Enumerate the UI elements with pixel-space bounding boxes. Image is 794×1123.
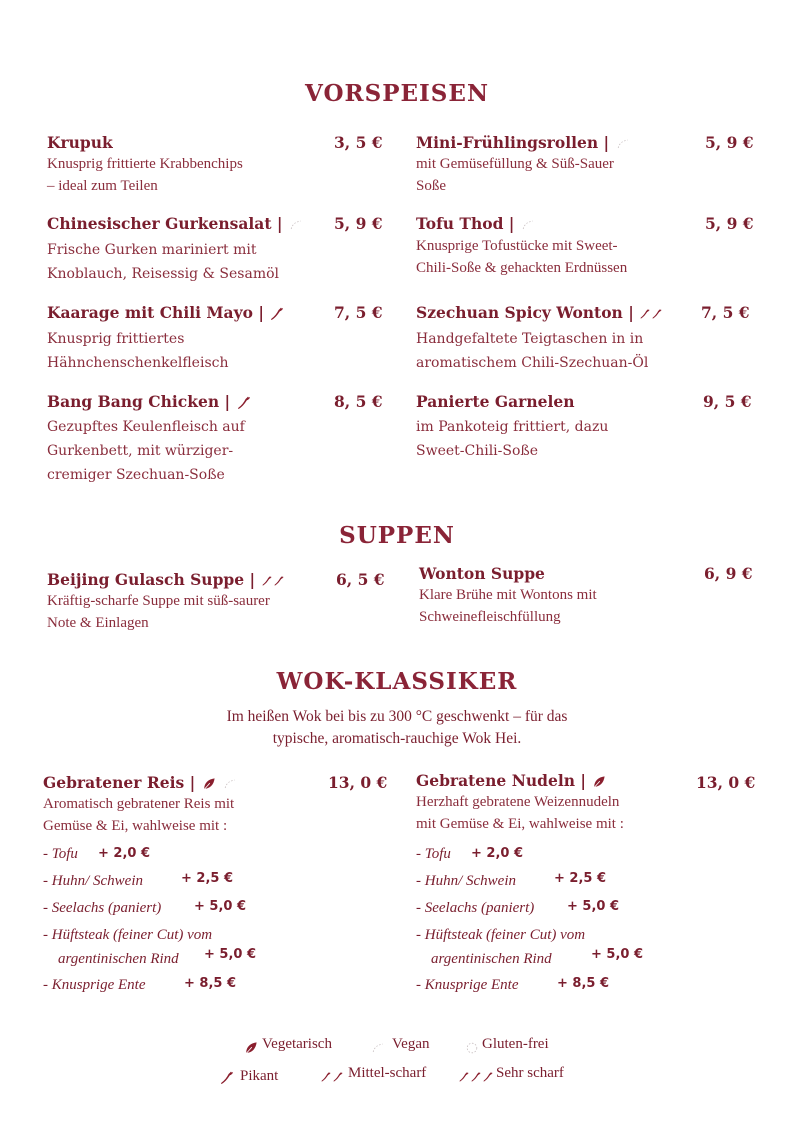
option-price: + 5,0 € [204,947,257,962]
option-price: + 2,5 € [554,871,607,886]
legend-hot-label: Sehr scharf [496,1065,564,1081]
chili-icon [261,573,273,589]
item-desc-bang-bang-1: Gezupftes Keulenfleisch auf [47,419,245,435]
item-desc-reis-1: Aromatisch gebratener Reis mit [43,796,235,812]
item-name-gebratene-nudeln [416,771,607,790]
chili-icon [236,395,252,411]
chili-icon [482,1069,494,1085]
item-name-text: Gebratener Reis | [43,773,196,792]
option-price: + 2,0 € [471,846,524,861]
item-name-panierte-garnelen: Panierte Garnelen [416,392,575,411]
item-desc-wonton-suppe-2: Schweinefleischfüllung [419,609,561,625]
item-name-tofu-thod [416,214,536,233]
option-name-cont: argentinischen Rind [431,951,552,967]
section-title-starters: VORSPEISEN [305,80,489,107]
item-name-gurkensalat [47,214,304,233]
wok-intro-line-1: Im heißen Wok bei bis zu 300 °C geschwenkt – für das [226,708,568,725]
option-price: + 5,0 € [591,947,644,962]
option-price: + 8,5 € [557,976,610,991]
item-desc-bang-bang-3: cremiger Szechuan-Soße [47,467,225,483]
section-title-soups: SUPPEN [339,522,455,549]
legend-vegan [370,1037,386,1056]
option-price: + 8,5 € [184,976,237,991]
item-price-szechuan-wonton: 7, 5 € [701,303,750,322]
chili-icon [219,1070,235,1086]
item-price-kaarage: 7, 5 € [334,303,383,322]
item-desc-krupuk-1: Knusprig frittierte Krabbenchips [47,156,243,172]
item-desc-tofu-thod-1: Knusprige Tofustücke mit Sweet- [416,238,618,254]
option-name: - Tofu [43,846,78,862]
vegan-icon [370,1040,386,1056]
item-desc-krupuk-2: – ideal zum Teilen [47,178,158,194]
item-price-tofu-thod: 5, 9 € [705,214,754,233]
item-price-bang-bang-chicken: 8, 5 € [334,392,383,411]
item-desc-nudeln-2: mit Gemüse & Ei, wahlweise mit : [416,816,624,832]
vegan-icon [288,217,304,233]
legend-medium-label: Mittel-scharf [348,1065,427,1081]
option-name: - Huhn/ Schwein [416,873,516,889]
chili-icon [639,306,651,322]
item-desc-kaarage-1: Knusprig frittiertes [47,331,185,347]
wok-intro-line-2: typische, aromatisch-rauchige Wok Hei. [272,730,522,747]
item-desc-tofu-thod-2: Chili-Soße & gehackten Erdnüssen [416,260,628,276]
option-price: + 5,0 € [194,899,247,914]
legend-vegetarian-label: Vegetarisch [262,1036,332,1052]
vegan-icon [615,136,631,152]
item-name-text: Beijing Gulasch Suppe | [47,570,256,589]
item-desc-szechuan-wonton-1: Handgefaltete Teigtaschen in in [416,331,644,347]
legend-hot [458,1066,494,1085]
vegan-icon [520,217,536,233]
item-name-wonton-suppe: Wonton Suppe [419,564,545,583]
item-price-panierte-garnelen: 9, 5 € [703,392,752,411]
legend-medium [320,1066,344,1085]
item-desc-kaarage-2: Hähnchenschenkelfleisch [47,355,229,371]
chili-icon [332,1069,344,1085]
option-price: + 5,0 € [567,899,620,914]
vegetarian-icon [201,776,217,792]
option-name: - Hüftsteak (feiner Cut) vom [43,927,213,943]
chili-icon [470,1069,482,1085]
option-name: - Hüftsteak (feiner Cut) vom [416,927,586,943]
item-name-text: Gebratene Nudeln | [416,771,587,790]
item-desc-garnelen-1: im Pankoteig frittiert, dazu [416,419,609,435]
item-name-gebratener-reis [43,773,238,792]
legend-mild [219,1067,235,1086]
vegan-icon [222,776,238,792]
item-price-mini-fruehlingsrollen: 5, 9 € [705,133,754,152]
item-desc-beijing-gulasch-1: Kräftig-scharfe Suppe mit süß-saurer [47,593,270,609]
chili-icon [320,1069,332,1085]
chili-icon [269,306,285,322]
item-desc-beijing-gulasch-2: Note & Einlagen [47,615,149,631]
item-name-beijing-gulasch [47,570,285,589]
item-name-text: Szechuan Spicy Wonton | [416,303,634,322]
item-name-text: Mini-Frühlingsrollen | [416,133,610,152]
legend-gluten-free [464,1037,480,1056]
item-name-text: Kaarage mit Chili Mayo | [47,303,264,322]
item-price-beijing-gulasch: 6, 5 € [336,570,385,589]
item-price-gebratene-nudeln: 13, 0 € [696,773,756,792]
item-name-text: Bang Bang Chicken | [47,392,231,411]
item-desc-wonton-suppe-1: Klare Brühe mit Wontons mit [419,587,597,603]
item-desc-szechuan-wonton-2: aromatischem Chili-Szechuan-Öl [416,355,649,371]
option-name: - Tofu [416,846,451,862]
option-name: - Huhn/ Schwein [43,873,143,889]
item-desc-gurkensalat-1: Frische Gurken mariniert mit [47,242,257,258]
chili-icon [651,306,663,322]
item-price-wonton-suppe: 6, 9 € [704,564,753,583]
vegetarian-icon [243,1040,259,1056]
option-name: - Seelachs (paniert) [43,900,162,916]
item-desc-bang-bang-2: Gurkenbett, mit würziger- [47,443,234,459]
legend-vegan-label: Vegan [392,1036,430,1052]
vegetarian-icon [591,774,607,790]
item-price-gebratener-reis: 13, 0 € [328,773,388,792]
section-title-wok: WOK-KLASSIKER [276,668,518,695]
option-name: - Seelachs (paniert) [416,900,535,916]
item-price-krupuk: 3, 5 € [334,133,383,152]
option-name: - Knusprige Ente [416,977,519,993]
legend-gluten-free-label: Gluten-frei [482,1036,549,1052]
item-price-gurkensalat: 5, 9 € [334,214,383,233]
chili-icon [458,1069,470,1085]
legend-vegetarian [243,1037,259,1056]
option-price: + 2,0 € [98,846,151,861]
item-name-bang-bang-chicken [47,392,252,411]
item-name-text: Tofu Thod | [416,214,515,233]
item-desc-reis-2: Gemüse & Ei, wahlweise mit : [43,818,228,834]
option-name: - Knusprige Ente [43,977,146,993]
item-desc-nudeln-1: Herzhaft gebratene Weizennudeln [416,794,620,810]
item-name-mini-fruehlingsrollen [416,133,631,152]
item-desc-garnelen-2: Sweet-Chili-Soße [416,443,539,459]
item-name-text: Chinesischer Gurkensalat | [47,214,283,233]
item-desc-mini-fruehlingsrollen-2: Soße [416,178,446,194]
chili-icon [273,573,285,589]
item-desc-mini-fruehlingsrollen-1: mit Gemüsefüllung & Süß-Sauer [416,156,614,172]
item-desc-gurkensalat-2: Knoblauch, Reisessig & Sesamöl [47,266,279,282]
legend-mild-label: Pikant [240,1068,279,1084]
option-price: + 2,5 € [181,871,234,886]
item-name-szechuan-wonton [416,303,663,322]
item-name-krupuk: Krupuk [47,133,113,152]
item-name-kaarage [47,303,285,322]
option-name-cont: argentinischen Rind [58,951,179,967]
gluten-free-icon [464,1040,480,1056]
